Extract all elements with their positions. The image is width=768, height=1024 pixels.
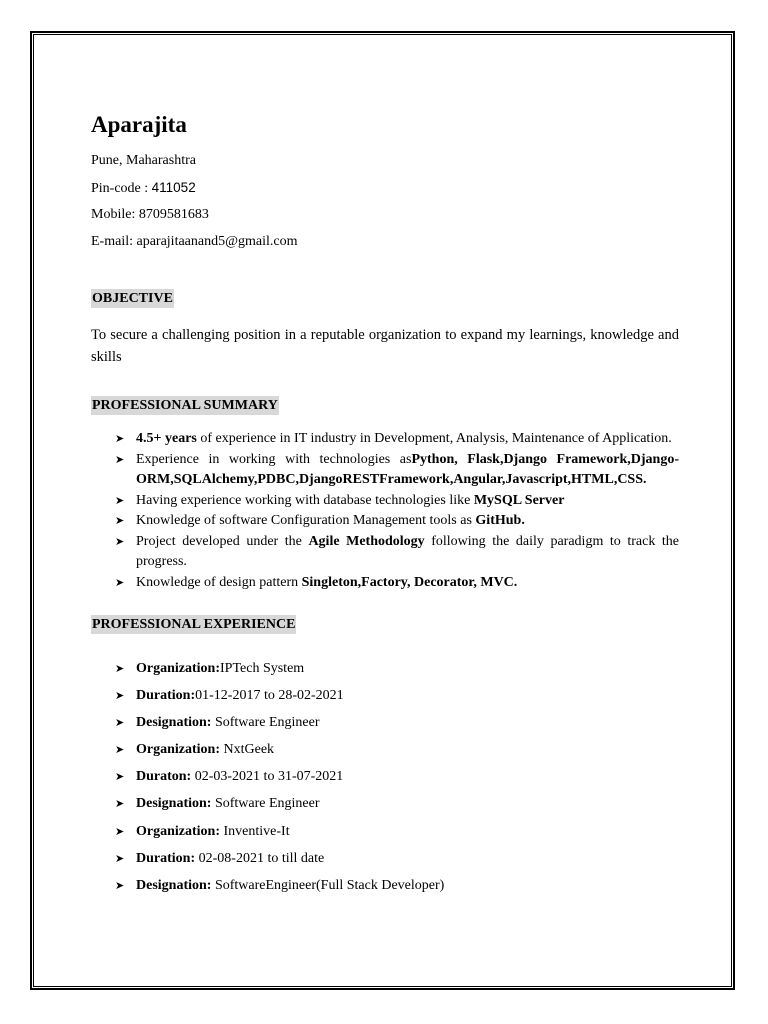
objective-heading: OBJECTIVE — [92, 291, 173, 306]
experience-item: ➤ Duration: 02-08-2021 to till date — [91, 849, 679, 869]
arrowhead-bullet-icon: ➤ — [115, 534, 125, 548]
arrowhead-bullet-icon: ➤ — [115, 575, 125, 589]
arrowhead-bullet-icon: ➤ — [115, 514, 125, 527]
arrowhead-bullet-icon: ➤ — [115, 770, 125, 784]
arrowhead-bullet-icon: ➤ — [115, 689, 125, 703]
experience-item: ➤ Duraton: 02-03-2021 to 31-07-2021 — [91, 767, 679, 787]
summary-item: ➤ Knowledge of design pattern Singleton,Factory, Decorator, MVC. — [91, 573, 679, 594]
arrowhead-bullet-icon: ➤ — [115, 662, 125, 675]
summary-list — [91, 429, 679, 593]
experience-item: ➤ Organization: NxtGeek — [91, 740, 679, 760]
resume-content — [91, 108, 679, 903]
arrowhead-bullet-icon: ➤ — [115, 851, 125, 865]
experience-heading: PROFESSIONAL EXPERIENCE — [92, 617, 296, 632]
arrowhead-bullet-icon: ➤ — [115, 743, 125, 757]
summary-item: ➤ 4.5+ years of experience in IT industry in Development, Analysis, Maintenance of Application. — [91, 429, 679, 450]
summary-item: ➤ Project developed under the Agile Methodology following the daily paradigm to track the progress. — [115, 533, 680, 569]
summary-heading: PROFESSIONAL SUMMARY — [92, 398, 278, 413]
pincode-value: 411052 — [151, 179, 196, 195]
arrowhead-bullet-icon: ➤ — [115, 716, 125, 730]
arrowhead-bullet-icon: ➤ — [115, 432, 125, 445]
experience-item: ➤ Organization: Inventive-It — [91, 822, 679, 842]
experience-item: ➤ Designation: SoftwareEngineer(Full Stack Developer) — [91, 876, 679, 896]
summary-item: ➤ Knowledge of software Configuration Management tools as GitHub. — [91, 511, 679, 532]
location: Pune, Maharashtra — [91, 153, 196, 168]
experience-item: ➤ Organization:IPTech System — [91, 659, 679, 679]
experience-item: ➤ Designation: Software Engineer — [91, 794, 679, 814]
arrowhead-bullet-icon: ➤ — [115, 878, 125, 892]
arrowhead-bullet-icon: ➤ — [115, 493, 125, 507]
summary-item: ➤ Experience in working with technologies asPython, Flask,Django Framework,Django-ORM,SQLAlchemy,PDBC,DjangoRESTFramework,Angular,Javascript,HTML,CSS. — [115, 451, 679, 487]
arrowhead-bullet-icon: ➤ — [115, 452, 125, 466]
pincode — [91, 175, 679, 203]
pincode-label: Pin-code : — [91, 180, 152, 196]
candidate-name: Aparajita — [91, 112, 187, 137]
experience-item: ➤ Duration:01-12-2017 to 28-02-2021 — [91, 686, 679, 706]
objective-text: To secure a challenging position in a reputable organization to expand my learnings, knowledge and skills — [91, 327, 679, 365]
summary-item: ➤ Having experience working with database technologies like MySQL Server — [91, 491, 679, 512]
experience-list — [91, 659, 679, 896]
experience-item: ➤ Designation: Software Engineer — [91, 713, 679, 733]
arrowhead-bullet-icon: ➤ — [115, 797, 125, 811]
arrowhead-bullet-icon: ➤ — [115, 824, 125, 838]
mobile: Mobile: 8709581683 — [91, 207, 209, 222]
email: E-mail: aparajitaanand5@gmail.com — [91, 233, 298, 249]
